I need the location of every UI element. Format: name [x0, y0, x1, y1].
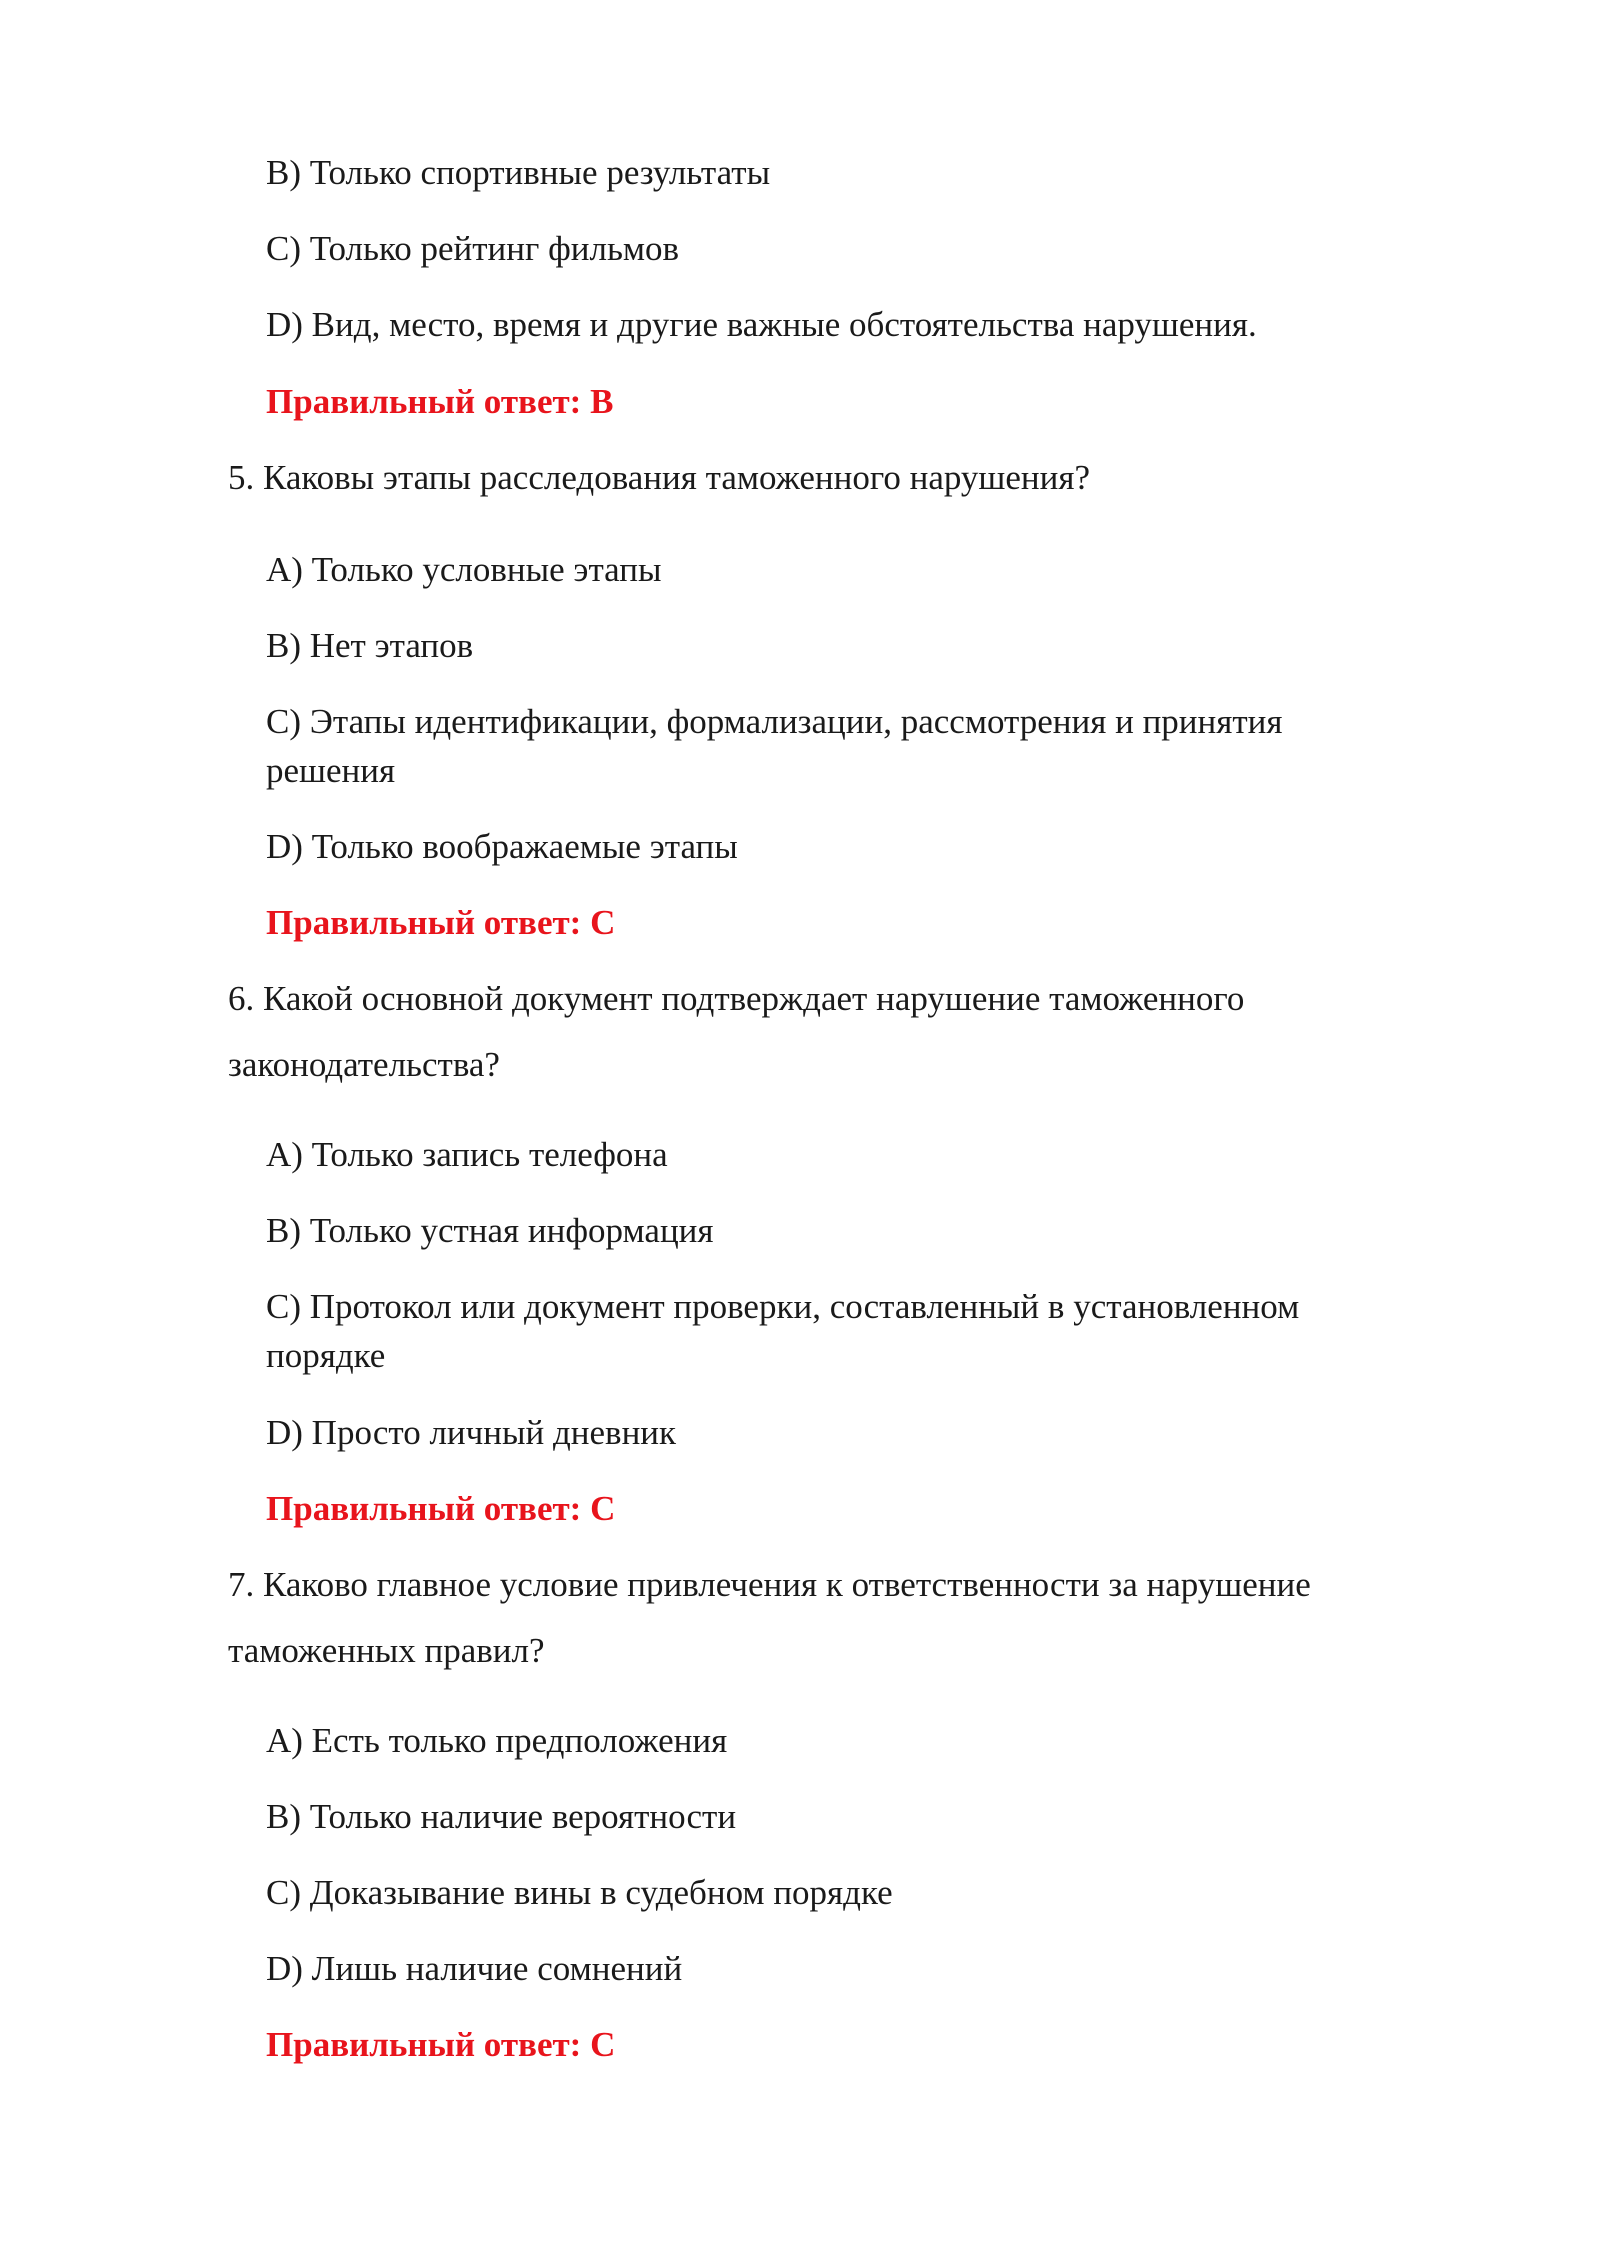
q6-option-b: B) Только устная информация: [266, 1211, 714, 1250]
question-6-text-continued: законодательства?: [228, 1045, 500, 1084]
q5-option-c-continued: решения: [266, 751, 396, 790]
q7-option-b: B) Только наличие вероятности: [266, 1797, 737, 1836]
correct-answer: Правильный ответ: B: [266, 382, 614, 421]
q7-option-d: D) Лишь наличие сомнений: [266, 1949, 683, 1988]
q7-option-c: C) Доказывание вины в судебном порядке: [266, 1873, 893, 1912]
q6-option-c-continued: порядке: [266, 1336, 386, 1375]
option-d: D) Вид, место, время и другие важные обстоятельства нарушения.: [266, 305, 1257, 344]
q6-option-a: A) Только запись телефона: [266, 1135, 668, 1174]
q5-option-c: C) Этапы идентификации, формализации, рассмотрения и принятия: [266, 702, 1283, 741]
question-6-text: 6. Какой основной документ подтверждает нарушение таможенного: [228, 979, 1245, 1018]
question-7-text: 7. Каково главное условие привлечения к ответственности за нарушение: [228, 1565, 1311, 1604]
q6-option-c: C) Протокол или документ проверки, составленный в установленном: [266, 1287, 1300, 1326]
question-5-text: 5. Каковы этапы расследования таможенного нарушения?: [228, 458, 1090, 497]
q6-correct-answer: Правильный ответ: C: [266, 1489, 616, 1528]
q7-correct-answer: Правильный ответ: C: [266, 2025, 616, 2064]
option-b: B) Только спортивные результаты: [266, 153, 771, 192]
q5-option-d: D) Только воображаемые этапы: [266, 827, 738, 866]
q6-option-d: D) Просто личный дневник: [266, 1413, 677, 1452]
question-7-text-continued: таможенных правил?: [228, 1631, 545, 1670]
q5-option-a: A) Только условные этапы: [266, 550, 662, 589]
q5-option-b: B) Нет этапов: [266, 626, 474, 665]
option-c: C) Только рейтинг фильмов: [266, 229, 680, 268]
q7-option-a: A) Есть только предположения: [266, 1721, 728, 1760]
q5-correct-answer: Правильный ответ: C: [266, 903, 616, 942]
